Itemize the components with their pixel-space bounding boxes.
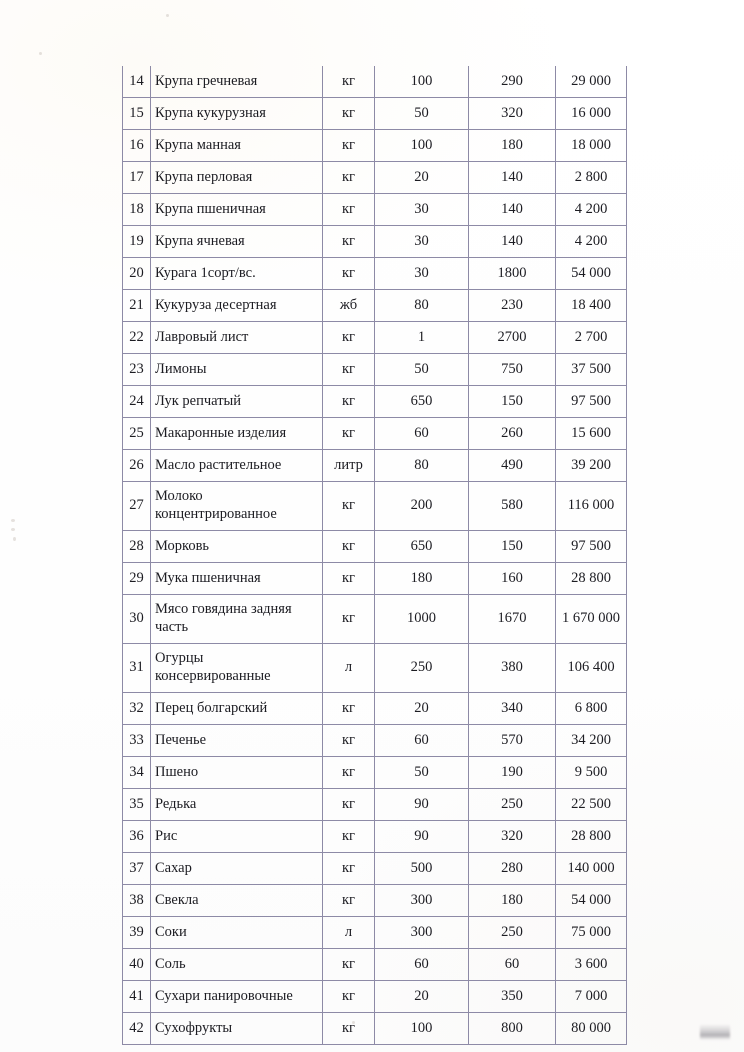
quantity: 60 xyxy=(375,949,469,981)
line-total: 4 200 xyxy=(556,226,627,258)
row-number: 18 xyxy=(123,194,151,226)
unit-of-measure: кг xyxy=(323,98,375,130)
row-number: 24 xyxy=(123,386,151,418)
table-row xyxy=(123,725,627,757)
quantity: 30 xyxy=(375,258,469,290)
quantity: 60 xyxy=(375,725,469,757)
item-name: Сахар xyxy=(151,853,323,885)
row-number: 40 xyxy=(123,949,151,981)
unit-price: 320 xyxy=(469,821,556,853)
item-name: Пшено xyxy=(151,757,323,789)
unit-of-measure: кг xyxy=(323,418,375,450)
unit-price: 60 xyxy=(469,949,556,981)
unit-of-measure: кг xyxy=(323,821,375,853)
line-total: 16 000 xyxy=(556,98,627,130)
quantity: 80 xyxy=(375,290,469,322)
unit-of-measure: кг xyxy=(323,194,375,226)
item-name: Мясо говядина задняя часть xyxy=(151,595,323,644)
item-name: Огурцы консервированные xyxy=(151,644,323,693)
table-row xyxy=(123,917,627,949)
line-total: 1 670 000 xyxy=(556,595,627,644)
table-row xyxy=(123,981,627,1013)
line-total: 2 700 xyxy=(556,322,627,354)
table-row xyxy=(123,644,627,693)
row-number: 20 xyxy=(123,258,151,290)
quantity: 90 xyxy=(375,821,469,853)
quantity: 200 xyxy=(375,482,469,531)
row-number: 34 xyxy=(123,757,151,789)
unit-of-measure: кг xyxy=(323,1013,375,1045)
row-number: 36 xyxy=(123,821,151,853)
row-number: 33 xyxy=(123,725,151,757)
row-number: 25 xyxy=(123,418,151,450)
item-name: Макаронные изделия xyxy=(151,418,323,450)
row-number: 22 xyxy=(123,322,151,354)
unit-price: 1670 xyxy=(469,595,556,644)
table-row xyxy=(123,322,627,354)
line-total: 39 200 xyxy=(556,450,627,482)
quantity: 300 xyxy=(375,917,469,949)
unit-of-measure: кг xyxy=(323,949,375,981)
line-total: 18 000 xyxy=(556,130,627,162)
row-number: 30 xyxy=(123,595,151,644)
unit-price: 350 xyxy=(469,981,556,1013)
quantity: 30 xyxy=(375,226,469,258)
line-total: 28 800 xyxy=(556,563,627,595)
table-row xyxy=(123,130,627,162)
line-total: 54 000 xyxy=(556,258,627,290)
unit-of-measure: кг xyxy=(323,130,375,162)
line-total: 6 800 xyxy=(556,693,627,725)
unit-of-measure: кг xyxy=(323,563,375,595)
line-total: 9 500 xyxy=(556,757,627,789)
row-number: 35 xyxy=(123,789,151,821)
table-row xyxy=(123,693,627,725)
item-name: Крупа манная xyxy=(151,130,323,162)
unit-price: 190 xyxy=(469,757,556,789)
item-name: Крупа пшеничная xyxy=(151,194,323,226)
quantity: 60 xyxy=(375,418,469,450)
unit-price: 150 xyxy=(469,531,556,563)
item-name: Кукуруза десертная xyxy=(151,290,323,322)
unit-price: 140 xyxy=(469,226,556,258)
table-row xyxy=(123,531,627,563)
unit-of-measure: кг xyxy=(323,853,375,885)
item-name: Лимоны xyxy=(151,354,323,386)
unit-of-measure: кг xyxy=(323,162,375,194)
line-total: 29 000 xyxy=(556,66,627,98)
row-number: 32 xyxy=(123,693,151,725)
item-name: Сухофрукты xyxy=(151,1013,323,1045)
row-number: 16 xyxy=(123,130,151,162)
unit-of-measure: кг xyxy=(323,789,375,821)
item-name: Печенье xyxy=(151,725,323,757)
table-row xyxy=(123,194,627,226)
scan-artifact-smudge xyxy=(700,1024,730,1040)
line-total: 4 200 xyxy=(556,194,627,226)
row-number: 38 xyxy=(123,885,151,917)
price-table xyxy=(122,66,627,1045)
quantity: 1 xyxy=(375,322,469,354)
scan-artifact-speck xyxy=(39,52,42,55)
table-row xyxy=(123,98,627,130)
table-row xyxy=(123,1013,627,1045)
scan-artifact-speck xyxy=(166,14,169,17)
unit-of-measure: кг xyxy=(323,66,375,98)
row-number: 19 xyxy=(123,226,151,258)
quantity: 50 xyxy=(375,98,469,130)
unit-price: 260 xyxy=(469,418,556,450)
unit-of-measure: кг xyxy=(323,322,375,354)
unit-price: 290 xyxy=(469,66,556,98)
table-row xyxy=(123,354,627,386)
item-name: Соки xyxy=(151,917,323,949)
unit-of-measure: кг xyxy=(323,885,375,917)
quantity: 650 xyxy=(375,531,469,563)
unit-price: 280 xyxy=(469,853,556,885)
unit-price: 250 xyxy=(469,789,556,821)
item-name: Курага 1сорт/вс. xyxy=(151,258,323,290)
line-total: 18 400 xyxy=(556,290,627,322)
unit-of-measure: кг xyxy=(323,226,375,258)
unit-price: 1800 xyxy=(469,258,556,290)
unit-of-measure: кг xyxy=(323,981,375,1013)
table-row xyxy=(123,885,627,917)
line-total: 106 400 xyxy=(556,644,627,693)
table-row xyxy=(123,418,627,450)
table-row xyxy=(123,450,627,482)
scan-artifact-speck xyxy=(11,528,15,531)
row-number: 41 xyxy=(123,981,151,1013)
item-name: Свекла xyxy=(151,885,323,917)
table-row xyxy=(123,595,627,644)
line-total: 28 800 xyxy=(556,821,627,853)
unit-of-measure: л xyxy=(323,917,375,949)
row-number: 29 xyxy=(123,563,151,595)
quantity: 50 xyxy=(375,757,469,789)
unit-price: 340 xyxy=(469,693,556,725)
line-total: 97 500 xyxy=(556,531,627,563)
line-total: 15 600 xyxy=(556,418,627,450)
row-number: 26 xyxy=(123,450,151,482)
line-total: 80 000 xyxy=(556,1013,627,1045)
unit-of-measure: кг xyxy=(323,725,375,757)
price-table-container xyxy=(122,66,626,1045)
item-name: Редька xyxy=(151,789,323,821)
quantity: 100 xyxy=(375,66,469,98)
item-name: Лук репчатый xyxy=(151,386,323,418)
quantity: 500 xyxy=(375,853,469,885)
unit-of-measure: кг xyxy=(323,693,375,725)
quantity: 300 xyxy=(375,885,469,917)
unit-price: 160 xyxy=(469,563,556,595)
line-total: 2 800 xyxy=(556,162,627,194)
item-name: Мука пшеничная xyxy=(151,563,323,595)
row-number: 31 xyxy=(123,644,151,693)
item-name: Сухари панировочные xyxy=(151,981,323,1013)
unit-price: 380 xyxy=(469,644,556,693)
quantity: 250 xyxy=(375,644,469,693)
table-row xyxy=(123,290,627,322)
unit-of-measure: кг xyxy=(323,531,375,563)
row-number: 23 xyxy=(123,354,151,386)
unit-of-measure: кг xyxy=(323,354,375,386)
line-total: 75 000 xyxy=(556,917,627,949)
quantity: 180 xyxy=(375,563,469,595)
line-total: 116 000 xyxy=(556,482,627,531)
item-name: Перец болгарский xyxy=(151,693,323,725)
table-row xyxy=(123,482,627,531)
unit-of-measure: кг xyxy=(323,482,375,531)
unit-of-measure: л xyxy=(323,644,375,693)
line-total: 7 000 xyxy=(556,981,627,1013)
row-number: 14 xyxy=(123,66,151,98)
quantity: 20 xyxy=(375,693,469,725)
unit-price: 140 xyxy=(469,194,556,226)
item-name: Крупа ячневая xyxy=(151,226,323,258)
table-row xyxy=(123,949,627,981)
row-number: 27 xyxy=(123,482,151,531)
unit-price: 800 xyxy=(469,1013,556,1045)
unit-price: 490 xyxy=(469,450,556,482)
table-row xyxy=(123,226,627,258)
table-row xyxy=(123,789,627,821)
unit-price: 750 xyxy=(469,354,556,386)
item-name: Морковь xyxy=(151,531,323,563)
unit-price: 230 xyxy=(469,290,556,322)
unit-price: 580 xyxy=(469,482,556,531)
quantity: 80 xyxy=(375,450,469,482)
unit-of-measure: жб xyxy=(323,290,375,322)
row-number: 17 xyxy=(123,162,151,194)
line-total: 22 500 xyxy=(556,789,627,821)
unit-price: 150 xyxy=(469,386,556,418)
line-total: 3 600 xyxy=(556,949,627,981)
quantity: 20 xyxy=(375,162,469,194)
table-row xyxy=(123,757,627,789)
item-name: Крупа перловая xyxy=(151,162,323,194)
quantity: 1000 xyxy=(375,595,469,644)
line-total: 97 500 xyxy=(556,386,627,418)
table-row xyxy=(123,258,627,290)
unit-price: 320 xyxy=(469,98,556,130)
line-total: 140 000 xyxy=(556,853,627,885)
unit-of-measure: литр xyxy=(323,450,375,482)
quantity: 100 xyxy=(375,130,469,162)
row-number: 37 xyxy=(123,853,151,885)
item-name: Крупа кукурузная xyxy=(151,98,323,130)
quantity: 20 xyxy=(375,981,469,1013)
scan-artifact-speck xyxy=(11,519,15,522)
quantity: 100 xyxy=(375,1013,469,1045)
table-row xyxy=(123,821,627,853)
line-total: 54 000 xyxy=(556,885,627,917)
line-total: 34 200 xyxy=(556,725,627,757)
unit-of-measure: кг xyxy=(323,386,375,418)
unit-price: 250 xyxy=(469,917,556,949)
row-number: 42 xyxy=(123,1013,151,1045)
quantity: 50 xyxy=(375,354,469,386)
item-name: Масло растительное xyxy=(151,450,323,482)
unit-price: 140 xyxy=(469,162,556,194)
unit-of-measure: кг xyxy=(323,595,375,644)
unit-price: 180 xyxy=(469,885,556,917)
unit-price: 570 xyxy=(469,725,556,757)
item-name: Соль xyxy=(151,949,323,981)
item-name: Крупа гречневая xyxy=(151,66,323,98)
item-name: Молоко концентрированное xyxy=(151,482,323,531)
row-number: 21 xyxy=(123,290,151,322)
price-table-body xyxy=(123,66,627,1045)
quantity: 30 xyxy=(375,194,469,226)
item-name: Рис xyxy=(151,821,323,853)
unit-price: 180 xyxy=(469,130,556,162)
table-row xyxy=(123,853,627,885)
row-number: 39 xyxy=(123,917,151,949)
unit-of-measure: кг xyxy=(323,258,375,290)
item-name: Лавровый лист xyxy=(151,322,323,354)
scan-artifact-speck xyxy=(13,537,16,541)
quantity: 90 xyxy=(375,789,469,821)
table-row xyxy=(123,162,627,194)
unit-of-measure: кг xyxy=(323,757,375,789)
row-number: 15 xyxy=(123,98,151,130)
table-row xyxy=(123,563,627,595)
row-number: 28 xyxy=(123,531,151,563)
unit-price: 2700 xyxy=(469,322,556,354)
quantity: 650 xyxy=(375,386,469,418)
table-row xyxy=(123,66,627,98)
table-row xyxy=(123,386,627,418)
line-total: 37 500 xyxy=(556,354,627,386)
